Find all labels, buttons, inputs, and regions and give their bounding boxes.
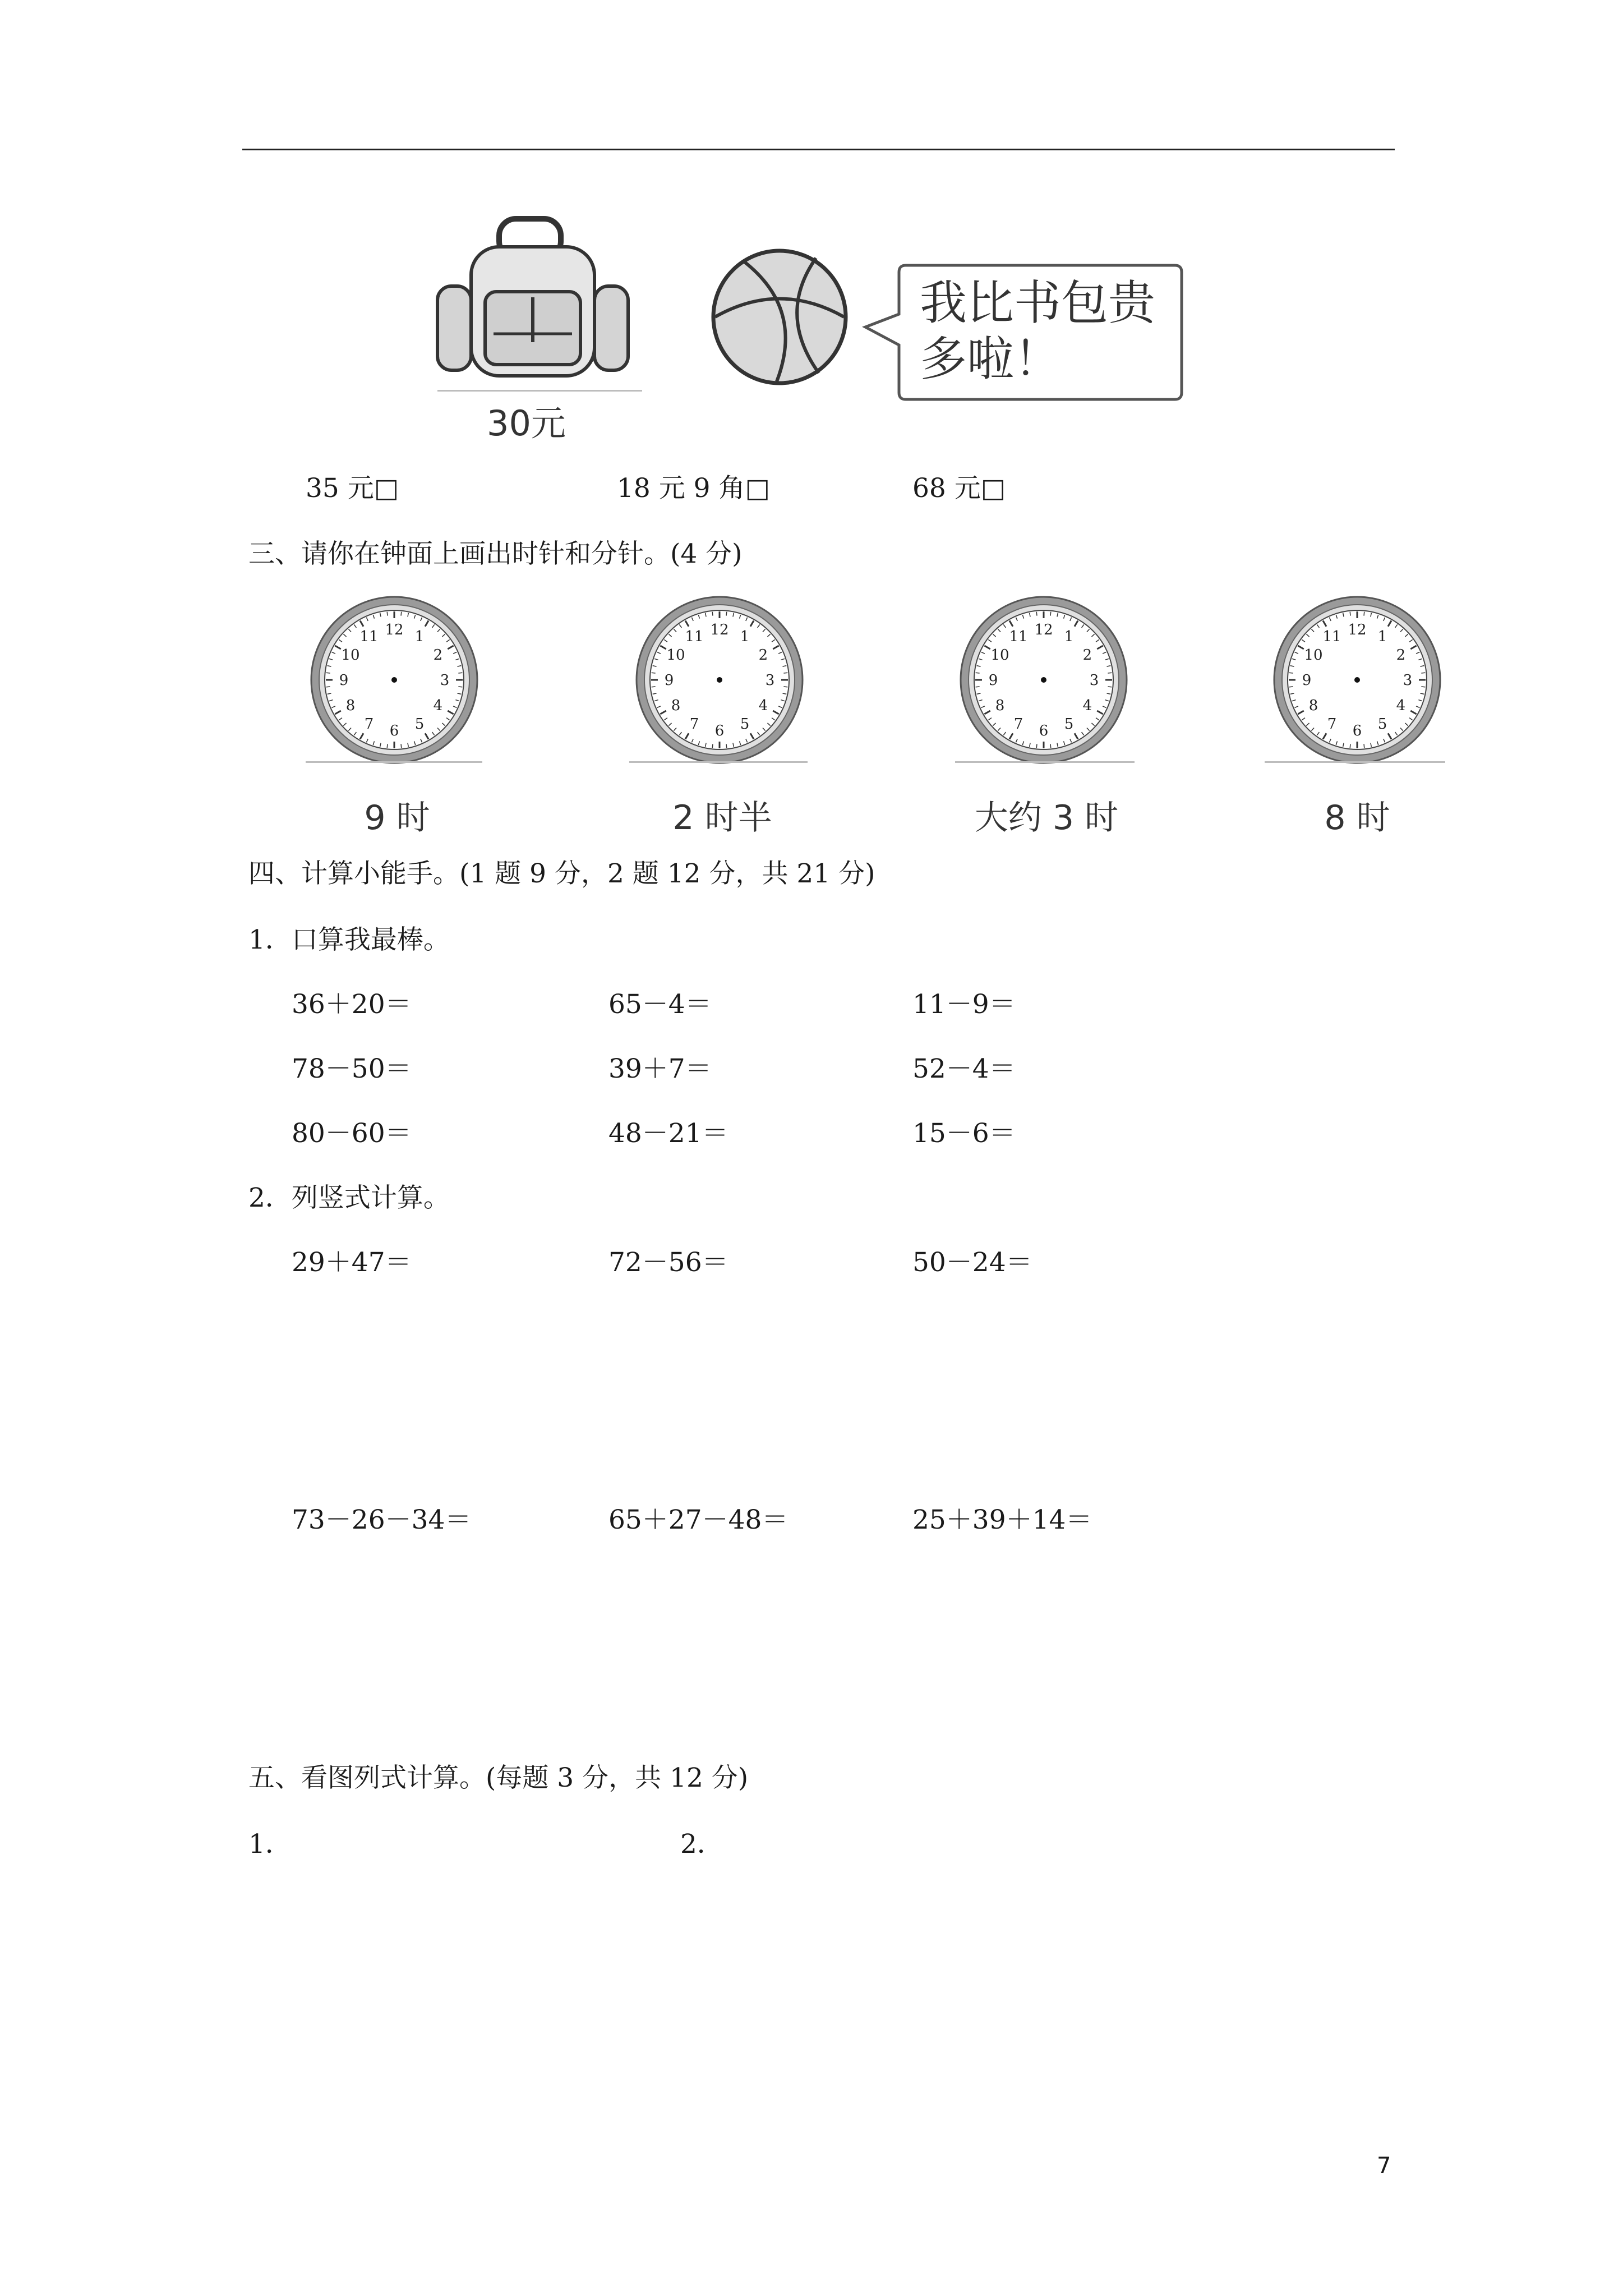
clock-number: 1 [414,628,425,646]
clock-tick [712,744,713,748]
clock-baseline [306,761,482,763]
clock-number: 8 [345,697,356,714]
oral-problem: 80－60＝ [292,1118,412,1149]
clock-number: 4 [758,697,768,714]
clock-tick [1036,612,1037,616]
clock-number: 2 [758,647,768,664]
clock-number: 10 [1304,647,1323,664]
vertical-problem: 50－24＝ [912,1247,1032,1278]
clock-number: 12 [1034,622,1053,638]
clock-number: 5 [1377,715,1387,733]
oral-problem: 78－50＝ [292,1053,412,1084]
clock-number: 2 [433,647,443,664]
clock-number: 12 [710,622,729,638]
section5-item-2: 2． [680,1829,723,1860]
clock-tick [387,612,388,616]
clock-center-dot [1041,677,1046,683]
clock-baseline [1265,761,1445,763]
clock-number: 1 [1377,628,1387,646]
oral-problem: 65－4＝ [608,989,712,1020]
clock-number: 4 [1082,697,1092,714]
option-35: 35 元□ [306,473,399,504]
clock-number: 3 [1089,672,1099,689]
clock-tick [726,612,727,616]
section4-sub1: 1．口算我最棒。 [248,924,450,955]
clock-number: 1 [1064,628,1074,646]
clock-tick [726,744,727,748]
clock-number: 3 [1403,672,1413,689]
section5-title: 五、看图列式计算。(每题 3 分，共 12 分) [248,1763,749,1793]
clock-number: 7 [1327,715,1337,733]
option-68: 68 元□ [912,473,1006,504]
clock-number: 6 [389,723,399,739]
oral-problem: 48－21＝ [608,1118,728,1149]
clock-number: 6 [1039,723,1049,739]
clock-number: 8 [1308,697,1318,714]
clock-4[interactable] [1270,595,1445,769]
clock-tick [1050,744,1051,748]
clock-number: 5 [740,715,750,733]
clock-baseline [629,761,808,763]
clock-label-4: 8 时 [1324,798,1390,838]
clock-face [307,595,481,769]
clock-number: 5 [1064,715,1074,733]
clock-1[interactable] [307,595,482,769]
clock-number: 9 [339,672,349,689]
clock-number: 10 [341,647,360,664]
option-18-9: 18 元 9 角□ [617,473,770,504]
vertical-problem: 72－56＝ [608,1247,728,1278]
clock-number: 2 [1396,647,1406,664]
clock-3[interactable] [957,595,1132,769]
clock-number: 12 [385,622,404,638]
clock-number: 12 [1348,622,1367,638]
clock-tick [401,744,402,748]
clock-number: 7 [1013,715,1023,733]
section4-sub2: 2．列竖式计算。 [248,1182,450,1213]
clock-number: 11 [359,628,379,646]
oral-problem: 36＋20＝ [292,989,412,1020]
clock-face [1270,595,1444,769]
clock-center-dot [717,677,722,683]
clock-label-3: 大约 3 时 [974,798,1119,838]
clock-2[interactable] [633,595,808,769]
clock-number: 9 [664,672,674,689]
clock-number: 11 [1009,628,1028,646]
clock-tick [387,744,388,748]
clock-baseline [955,761,1135,763]
clock-face [957,595,1131,769]
clock-number: 8 [671,697,681,714]
oral-problem: 39＋7＝ [608,1053,712,1084]
clock-number: 9 [1302,672,1312,689]
clock-label-2: 2 时半 [672,798,772,838]
vertical-problem: 65＋27－48＝ [608,1504,789,1535]
bag-price: 30元 [487,403,566,444]
clock-number: 7 [689,715,699,733]
oral-problem: 15－6＝ [912,1118,1016,1149]
clock-number: 10 [666,647,685,664]
clock-number: 4 [433,697,443,714]
clock-tick [1050,612,1051,616]
clock-tick [401,612,402,616]
speech-bubble-text: 我比书包贵 多啦！ [920,275,1156,386]
clock-number: 1 [740,628,750,646]
oral-problem: 52－4＝ [912,1053,1016,1084]
backpack-baseline [437,390,642,392]
clock-number: 6 [714,723,725,739]
clock-center-dot [1354,677,1360,683]
section3-title: 三、请你在钟面上画出时针和分针。(4 分) [248,539,743,569]
clock-label-1: 9 时 [364,798,430,838]
vertical-problem: 73－26－34＝ [292,1504,472,1535]
vertical-problem: 25＋39＋14＝ [912,1504,1092,1535]
backpack-icon [432,213,645,387]
basketball-icon [709,247,850,387]
clock-number: 10 [990,647,1009,664]
clock-number: 3 [765,672,775,689]
clock-tick [1036,744,1037,748]
oral-problem: 11－9＝ [912,989,1016,1020]
clock-number: 4 [1396,697,1406,714]
clock-number: 11 [685,628,704,646]
header-rule [242,149,1395,150]
clock-number: 6 [1352,723,1362,739]
clock-center-dot [391,677,397,683]
section5-item-1: 1． [248,1829,292,1860]
vertical-problem: 29＋47＝ [292,1247,412,1278]
page-number: 7 [1377,2153,1391,2179]
clock-number: 9 [988,672,998,689]
clock-face [633,595,806,769]
section4-title: 四、计算小能手。(1 题 9 分，2 题 12 分，共 21 分) [248,858,875,889]
clock-number: 7 [364,715,374,733]
clock-number: 5 [414,715,425,733]
clock-number: 11 [1322,628,1341,646]
clock-tick [712,612,713,616]
clock-number: 8 [995,697,1005,714]
clock-number: 3 [440,672,450,689]
clock-number: 2 [1082,647,1092,664]
